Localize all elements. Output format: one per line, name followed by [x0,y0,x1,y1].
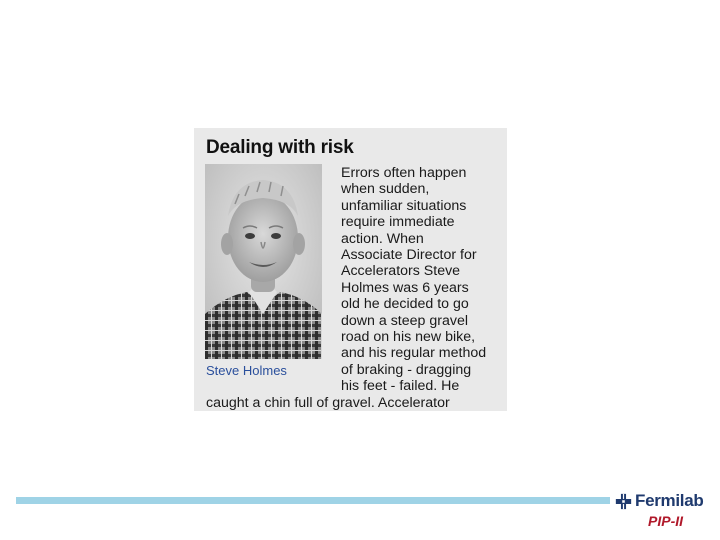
article-body [341,165,506,395]
body-line: unfamiliar situations [341,197,467,214]
body-line: down a steep gravel [341,312,468,329]
body-line: his feet - failed. He [341,378,460,395]
body-last-line: caught a chin full of gravel. Accelerator [206,395,450,411]
photo-caption: Steve Holmes [206,363,287,378]
project-tag: PIP-II [648,513,684,529]
article-card [194,128,507,411]
logo-text: Fermilab [635,491,704,510]
card-title: Dealing with risk [206,137,354,158]
body-line: action. When [341,230,424,247]
body-line: of braking - dragging [341,361,472,378]
body-line: require immediate [341,214,455,231]
body-line: when sudden, [341,181,430,198]
body-line: Accelerators Steve [341,263,461,280]
portrait-photo [205,164,322,359]
body-line: and his regular method [341,345,487,362]
body-line: Associate Director for [341,247,477,264]
body-line: road on his new bike, [341,329,476,346]
fermilab-logo [615,490,703,512]
body-line: Errors often happen [341,165,467,181]
fermilab-logo-icon [615,493,632,510]
body-line: Holmes was 6 years [341,279,469,296]
body-line: old he decided to go [341,296,469,313]
footer-divider-bar [16,497,610,504]
